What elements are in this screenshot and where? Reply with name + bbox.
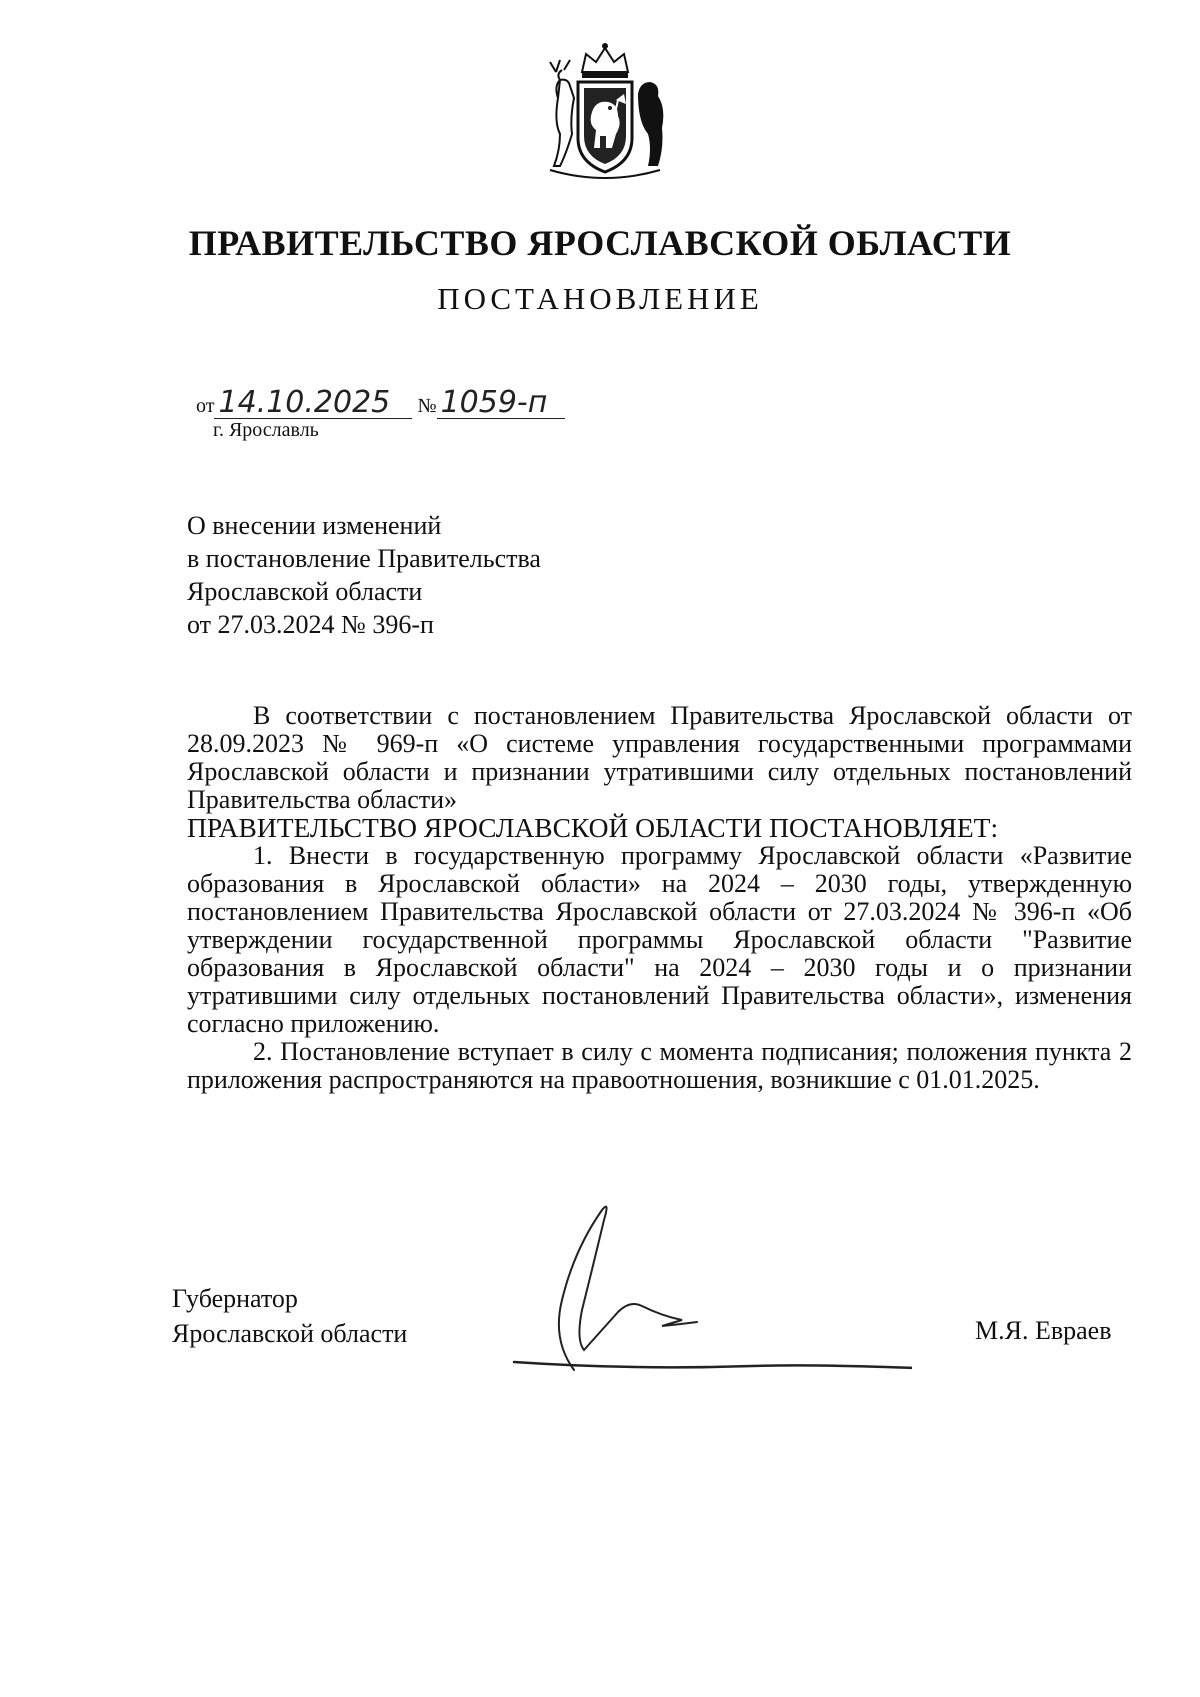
subject-line: О внесении изменений [187,511,442,540]
city: г. Ярославль [213,419,319,441]
subject-line: от 27.03.2024 № 396-п [187,610,434,639]
item-1-paragraph: 1. Внести в государственную программу Ярославской области «Развитие образования в Ярославской области» на 2024 – 2030 годы, утвержденную постановлением Правительства Ярославской области от 27.03.2024 № 396-п «Об утверждении государственной программы Ярославской области "Развитие образования в Ярославской области" на 2024 – 2030 годы и о признании утратившими силу отдельных постановлений Правительства области», изменения согласно приложению. [187,841,1132,1038]
subject-line: в постановление Правительства [187,544,541,573]
signatory-name: М.Я. Евраев [975,1316,1112,1345]
subject-line: Ярославской области [187,577,423,606]
document-number: 1059-п [437,388,565,419]
item-2-paragraph: 2. Постановление вступает в силу с момента подписания; положения пункта 2 приложения распространяются на правоотношения, возникшие с 01.01.2025. [187,1037,1132,1094]
document-subject [187,509,541,641]
handwritten-signature [512,1200,912,1380]
date-prefix: от [196,395,215,417]
coat-of-arms-icon [530,38,680,188]
signatory-role [172,1281,407,1351]
role-line: Ярославской области [172,1319,408,1348]
role-line: Губернатор [172,1284,298,1313]
document-type: ПОСТАНОВЛЕНИЕ [437,281,763,316]
document-date: 14.10.2025 [214,388,412,419]
date-number-line [196,385,565,420]
resolve-heading: ПРАВИТЕЛЬСТВО ЯРОСЛАВСКОЙ ОБЛАСТИ ПОСТАНОВЛЯЕТ: [187,812,999,843]
preamble-paragraph: В соответствии с постановлением Правительства Ярославской области от 28.09.2023 № 969-п «О системе управления государственными программами Ярославской области и признании утратившими силу отдельных постановлений Правительства области» [187,701,1132,814]
document-body [187,702,1132,1094]
number-prefix: № [417,395,437,417]
organization-title: ПРАВИТЕЛЬСТВО ЯРОСЛАВСКОЙ ОБЛАСТИ [188,223,1012,263]
